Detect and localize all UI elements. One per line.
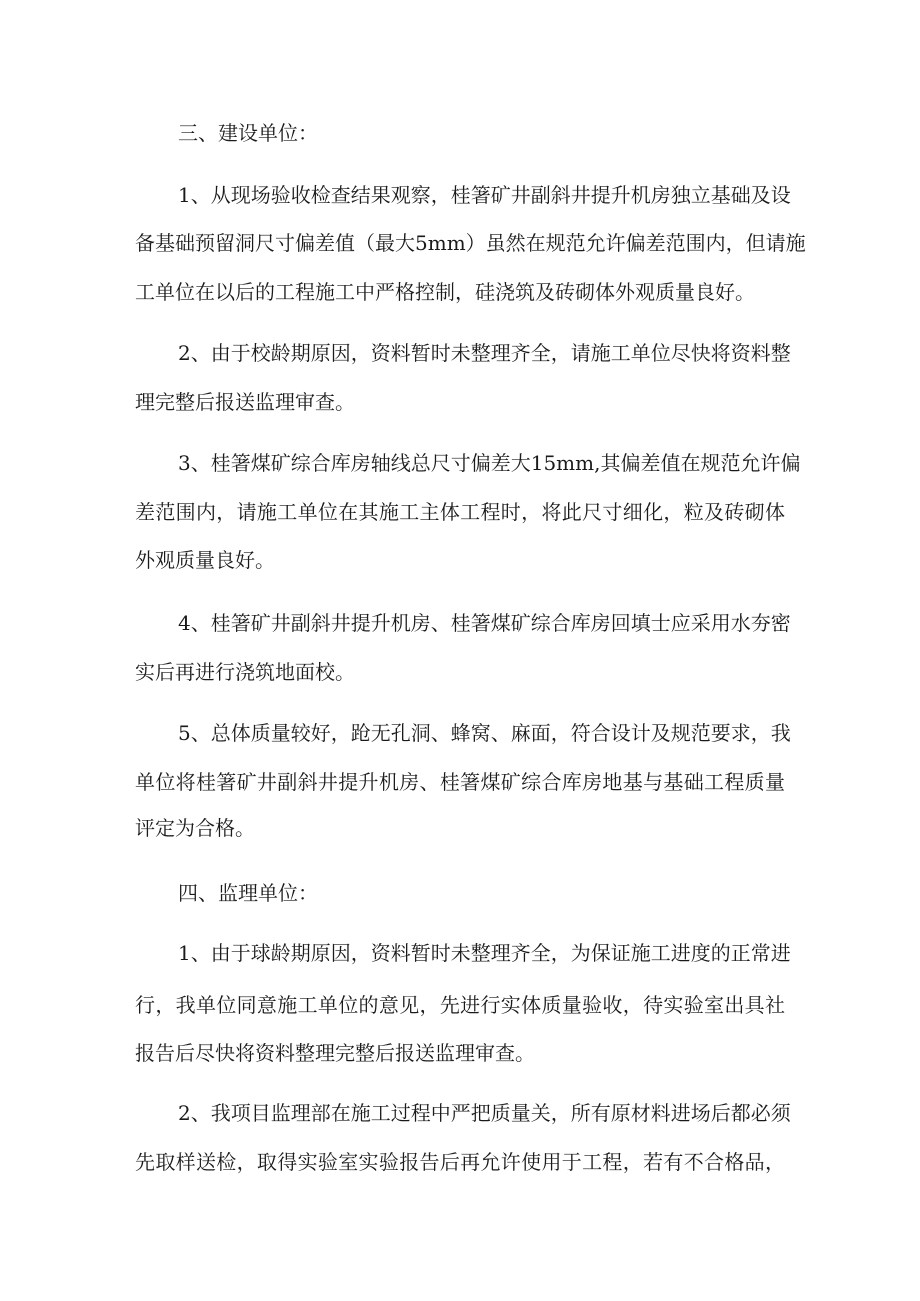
paragraph-line: 实后再进行浇筑地面校。	[135, 660, 355, 684]
paragraph-line: 单位将桂箸矿井副斜井提升机房、桂箸煤矿综合库房地基与基础工程质量	[135, 770, 785, 794]
paragraph-line: 5、总体质量较好，跄无孔洞、蜂窝、麻面，符合设计及规范要求，我	[178, 721, 791, 745]
paragraph-line: 差范围内，请施工单位在其施工主体工程时，将此尺寸细化，粒及砖砌体	[135, 500, 785, 524]
paragraph-line: 外观质量良好。	[135, 548, 275, 572]
paragraph-line: 行，我单位同意施工单位的意见，先进行实体质量验收，待实验室出具社	[135, 993, 785, 1017]
paragraph-line: 工单位在以后的工程施工中严格控制，硅浇筑及砖砌体外观质量良好。	[135, 280, 755, 304]
paragraph-line: 备基础预留洞尺寸偏差值（最大5mm）虽然在规范允许偏差范围内，但请施	[135, 231, 806, 255]
paragraph-line: 理完整后报送监理审查。	[135, 390, 355, 414]
paragraph-line: 1、从现场验收检查结果观察，桂箸矿井副斜井提升机房独立基础及设	[178, 183, 791, 207]
section-heading: 三、建设单位：	[178, 121, 318, 145]
paragraph-line: 1、由于球龄期原因，资料暂时未整理齐全，为保证施工进度的正常进	[178, 941, 791, 965]
paragraph-line: 2、由于校龄期原因，资料暂时未整理齐全，请施工单位尽快将资料整	[178, 341, 791, 365]
paragraph-line: 3、桂箸煤矿综合库房轴线总尺寸偏差大15mm,其偏差值在规范允许偏	[178, 451, 801, 475]
paragraph-line: 评定为合格。	[135, 816, 255, 840]
paragraph-line: 报告后尽快将资料整理完整后报送监理审查。	[135, 1041, 535, 1065]
paragraph-line: 2、我项目监理部在施工过程中严把质量关，所有原材料进场后都必须	[178, 1101, 791, 1125]
paragraph-line: 4、桂箸矿井副斜井提升机房、桂箸煤矿综合库房回填士应采用水夯密	[178, 611, 791, 635]
section-heading: 四、监理单位：	[178, 881, 318, 905]
paragraph-line: 先取样送检，取得实验室实验报告后再允许使用于工程，若有不合格品，	[135, 1150, 785, 1174]
